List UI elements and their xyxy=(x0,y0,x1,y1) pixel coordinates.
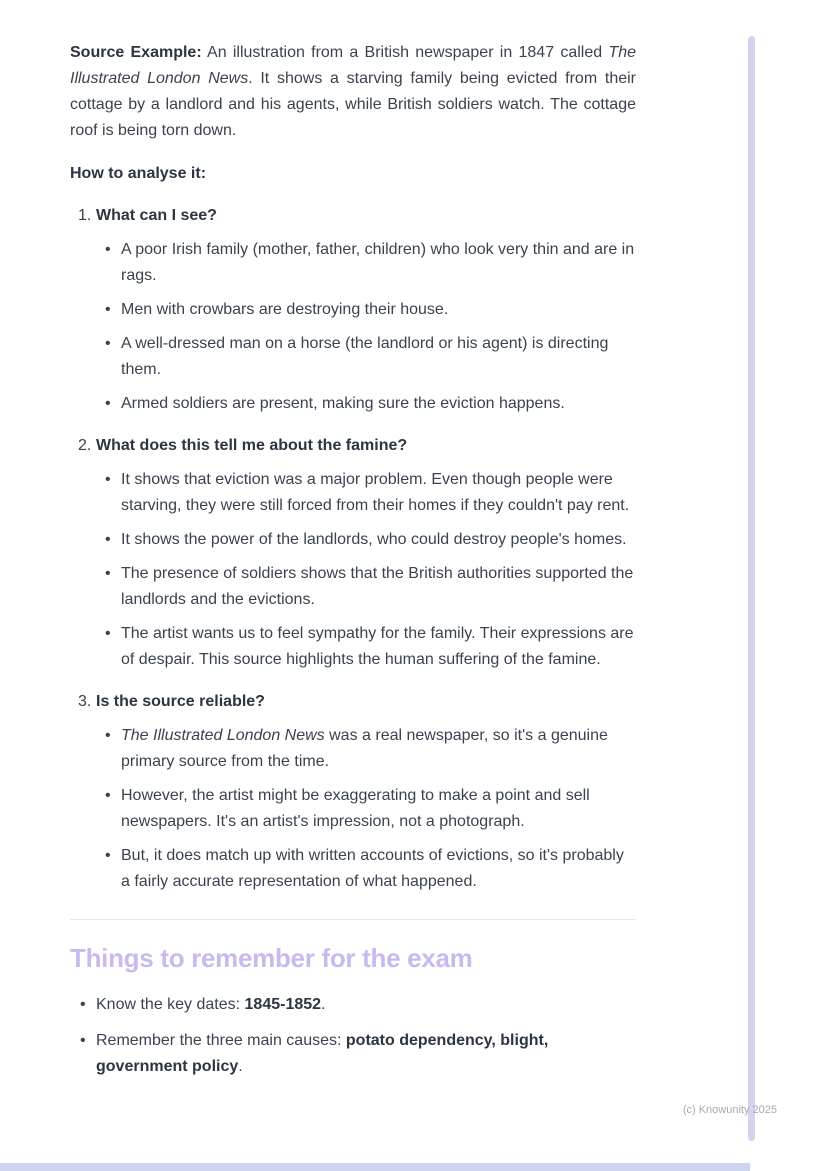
item-number: 2. xyxy=(78,437,92,454)
bullet-italic: The Illustrated London News xyxy=(121,727,325,744)
analysis-item-1-bullets xyxy=(70,237,636,417)
bullet-text-wrap xyxy=(121,621,636,673)
bullet-text: Remember the three main causes: xyxy=(96,1032,346,1049)
list-item xyxy=(105,237,636,289)
bullet-text: Armed soldiers are present, making sure the eviction happens. xyxy=(121,395,565,412)
list-item xyxy=(105,297,636,323)
bullet-text-wrap xyxy=(121,723,636,775)
watermark: (c) Knowunity 2025 xyxy=(682,1104,777,1116)
bullet-text-wrap xyxy=(121,467,636,519)
analysis-item-3 xyxy=(70,689,636,895)
source-example-label: Source Example: xyxy=(70,44,202,61)
bullet-text-wrap xyxy=(121,783,636,835)
bullet-text: It shows that eviction was a major problem. Even though people were starving, they were still forced from their homes if they couldn't pay rent. xyxy=(121,471,630,514)
newspaper-title-italic: The Illustrated London News xyxy=(70,44,636,87)
list-item xyxy=(105,561,636,613)
bullet-text: . xyxy=(321,996,326,1013)
page-separator xyxy=(0,1163,750,1171)
section-divider xyxy=(70,919,636,920)
analysis-item-1 xyxy=(70,203,636,417)
analysis-item-2 xyxy=(70,433,636,673)
bullet-text: It shows the power of the landlords, who could destroy people's homes. xyxy=(121,531,627,548)
list-item xyxy=(105,723,636,775)
list-item xyxy=(105,391,636,417)
document-content xyxy=(70,40,636,1080)
list-item xyxy=(80,992,636,1018)
bullet-text-wrap xyxy=(96,992,326,1018)
bullet-text: Men with crowbars are destroying their house. xyxy=(121,301,449,318)
exam-bullet-list xyxy=(80,992,636,1080)
bullet-text: Know the key dates: xyxy=(96,996,245,1013)
bullet-text: A poor Irish family (mother, father, children) who look very thin and are in rags. xyxy=(121,241,635,284)
bullet-text: The artist wants us to feel sympathy for the family. Their expressions are of despair. This source highlights the human suffering of the famine. xyxy=(121,625,634,668)
bullet-text: A well-dressed man on a horse (the landlord or his agent) is directing them. xyxy=(121,335,609,378)
scrollbar-thumb[interactable] xyxy=(748,36,755,1141)
bullet-text: But, it does match up with written accounts of evictions, so it's probably a fairly accurate representation of what happened. xyxy=(121,847,624,890)
source-example-paragraph xyxy=(70,40,636,144)
list-item xyxy=(105,467,636,519)
bullet-text: The presence of soldiers shows that the British authorities supported the landlords and the evictions. xyxy=(121,565,634,608)
bullet-text-wrap xyxy=(121,527,627,553)
source-example-text-2: . It shows a starving family being evicted from their cottage by a landlord and his agents, while British soldiers watch. The cottage roof is being torn down. xyxy=(70,70,636,139)
item-number: 1. xyxy=(78,207,92,224)
list-item xyxy=(105,621,636,673)
item-title: What does this tell me about the famine? xyxy=(96,437,408,454)
how-to-analyse-heading: How to analyse it: xyxy=(70,165,207,182)
bullet-text-wrap xyxy=(121,391,565,417)
exam-heading: Things to remember for the exam xyxy=(70,943,473,973)
analysis-item-3-bullets xyxy=(70,723,636,895)
bullet-bold-text: potato dependency, blight, government policy xyxy=(96,1032,549,1075)
analysis-item-3-heading xyxy=(78,689,636,715)
bullet-text: . xyxy=(238,1058,243,1075)
bullet-bold-text: 1845-1852 xyxy=(244,996,322,1013)
bullet-text-wrap xyxy=(121,331,636,383)
bullet-text-wrap xyxy=(121,237,636,289)
list-item xyxy=(105,527,636,553)
bullet-text-wrap xyxy=(121,561,636,613)
analysis-item-2-heading xyxy=(78,433,636,459)
list-item xyxy=(105,843,636,895)
list-item xyxy=(105,331,636,383)
bullet-text-wrap xyxy=(121,843,636,895)
analysis-item-1-heading xyxy=(78,203,636,229)
list-item xyxy=(105,783,636,835)
bullet-text-wrap xyxy=(121,297,448,323)
bullet-text-wrap xyxy=(96,1028,636,1080)
source-example-text-1: An illustration from a British newspaper in 1847 called xyxy=(201,44,609,61)
item-title: Is the source reliable? xyxy=(96,693,265,710)
analysis-item-2-bullets xyxy=(70,467,636,673)
analysis-numbered-list xyxy=(70,203,636,895)
item-title: What can I see? xyxy=(96,207,217,224)
bullet-text: However, the artist might be exaggerating to make a point and sell newspapers. It's an artist's impression, not a photograph. xyxy=(121,787,590,830)
bullet-text: was a real newspaper, so it's a genuine primary source from the time. xyxy=(121,727,608,770)
list-item xyxy=(80,1028,636,1080)
item-number: 3. xyxy=(78,693,92,710)
